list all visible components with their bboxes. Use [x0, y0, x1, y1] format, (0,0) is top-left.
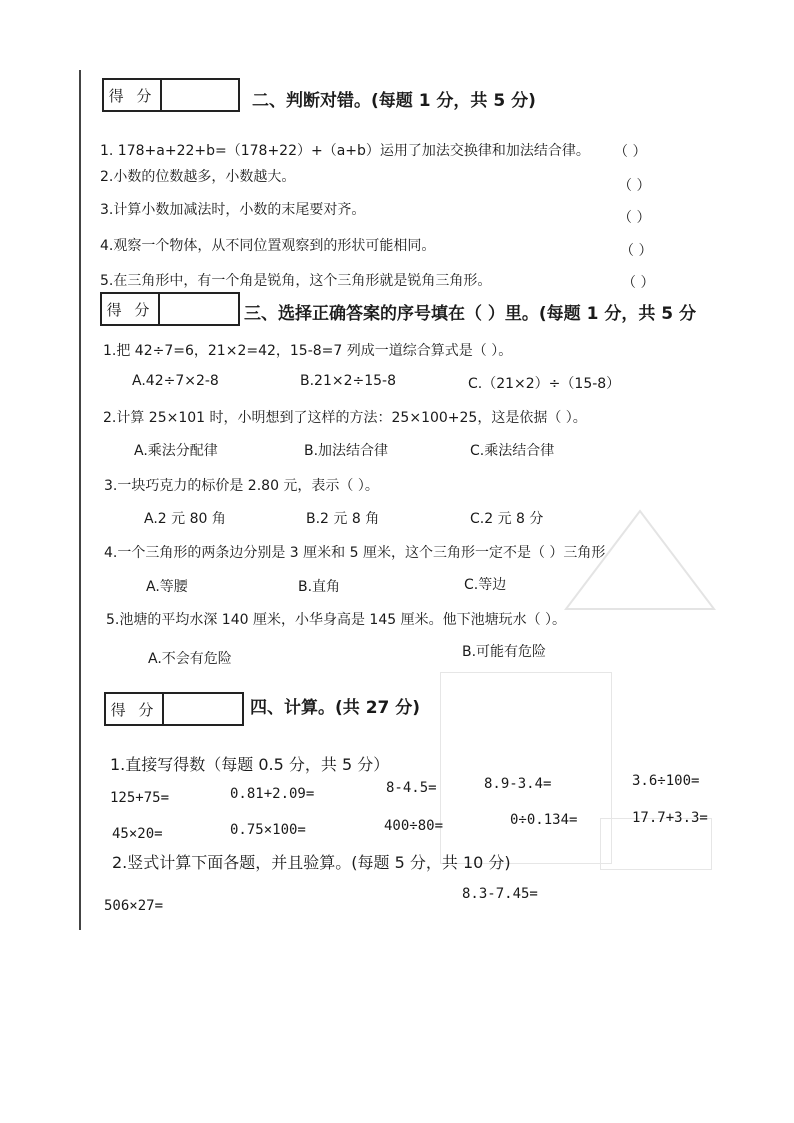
judge-item-3: 3.计算小数加减法时，小数的末尾要对齐。: [100, 202, 366, 218]
calc-subtitle-2: 2.竖式计算下面各题，并且验算。(每题 5 分，共 10 分): [112, 853, 511, 872]
bleed-grid: [440, 672, 612, 864]
choice-1-option-c[interactable]: C.（21×2）÷（15-8）: [468, 376, 621, 392]
choice-2-option-a[interactable]: A.乘法分配律: [134, 443, 218, 459]
score-value[interactable]: [164, 694, 242, 724]
choice-1-option-a[interactable]: A.42÷7×2-8: [132, 373, 219, 389]
calc-3-1[interactable]: 506×27=: [104, 898, 164, 914]
choice-5-option-b[interactable]: B.可能有危险: [462, 644, 547, 660]
choice-question-2: 2.计算 25×101 时，小明想到了这样的方法：25×100+25，这是依据（ ）。: [103, 410, 587, 426]
judge-item-1: 1. 178+a+22+b=（178+22）+（a+b）运用了加法交换律和加法结合律。: [100, 143, 590, 159]
score-box-sec2: [102, 78, 240, 112]
calc-3-2[interactable]: 8.3-7.45=: [462, 886, 538, 902]
judge-answer-2[interactable]: （ ）: [618, 178, 651, 194]
score-value[interactable]: [162, 80, 238, 110]
choice-4-option-a[interactable]: A.等腰: [146, 579, 188, 595]
choice-3-option-b[interactable]: B.2 元 8 角: [306, 511, 380, 527]
calc-2-2[interactable]: 0.75×100=: [230, 822, 306, 838]
score-label: 得 分: [106, 694, 164, 724]
judge-item-4: 4.观察一个物体，从不同位置观察到的形状可能相同。: [100, 238, 436, 254]
calc-1-2[interactable]: 0.81+2.09=: [230, 786, 315, 802]
section-title-calc: 四、计算。(共 27 分): [250, 698, 421, 718]
choice-3-option-c[interactable]: C.2 元 8 分: [470, 511, 544, 527]
calc-subtitle-1: 1.直接写得数（每题 0.5 分，共 5 分）: [110, 755, 390, 774]
choice-3-option-a[interactable]: A.2 元 80 角: [144, 511, 226, 527]
judge-item-2: 2.小数的位数越多，小数越大。: [100, 169, 296, 185]
score-box-sec3: [100, 292, 240, 326]
choice-4-option-b[interactable]: B.直角: [298, 579, 341, 595]
choice-2-option-b[interactable]: B.加法结合律: [304, 443, 389, 459]
judge-answer-3[interactable]: （ ）: [618, 210, 651, 226]
calc-2-5[interactable]: 17.7+3.3=: [632, 810, 708, 826]
calc-2-3[interactable]: 400÷80=: [384, 818, 444, 834]
calc-1-3[interactable]: 8-4.5=: [386, 780, 437, 796]
calc-1-1[interactable]: 125+75=: [110, 790, 170, 806]
choice-question-3: 3.一块巧克力的标价是 2.80 元，表示（ ）。: [104, 478, 379, 494]
calc-2-1[interactable]: 45×20=: [112, 826, 163, 842]
calc-1-4[interactable]: 8.9-3.4=: [484, 776, 552, 792]
choice-question-5: 5.池塘的平均水深 140 厘米，小华身高是 145 厘米。他下池塘玩水（ ）。: [106, 612, 567, 628]
judge-answer-5[interactable]: （ ）: [622, 275, 655, 291]
score-value[interactable]: [160, 294, 238, 324]
score-label: 得 分: [102, 294, 160, 324]
section-title-judge: 二、判断对错。(每题 1 分，共 5 分): [252, 91, 536, 111]
choice-question-4: 4.一个三角形的两条边分别是 3 厘米和 5 厘米，这个三角形一定不是（ ）三角形: [104, 545, 606, 561]
choice-1-option-b[interactable]: B.21×2÷15-8: [300, 373, 397, 389]
calc-1-5[interactable]: 3.6÷100=: [632, 773, 700, 789]
judge-answer-1[interactable]: （ ）: [614, 144, 647, 160]
choice-4-option-c[interactable]: C.等边: [464, 577, 507, 593]
score-box-sec4: [104, 692, 244, 726]
choice-2-option-c[interactable]: C.乘法结合律: [470, 443, 555, 459]
judge-item-5: 5.在三角形中，有一个角是锐角，这个三角形就是锐角三角形。: [100, 273, 492, 289]
choice-question-1: 1.把 42÷7=6，21×2=42，15-8=7 列成一道综合算式是（ ）。: [103, 343, 513, 359]
section-title-choice: 三、选择正确答案的序号填在（ ）里。(每题 1 分，共 5 分: [244, 304, 697, 324]
score-label: 得 分: [104, 80, 162, 110]
choice-5-option-a[interactable]: A.不会有危险: [148, 651, 232, 667]
judge-answer-4[interactable]: （ ）: [620, 243, 653, 259]
margin-rule: [79, 70, 81, 930]
calc-2-4[interactable]: 0÷0.134=: [510, 812, 578, 828]
